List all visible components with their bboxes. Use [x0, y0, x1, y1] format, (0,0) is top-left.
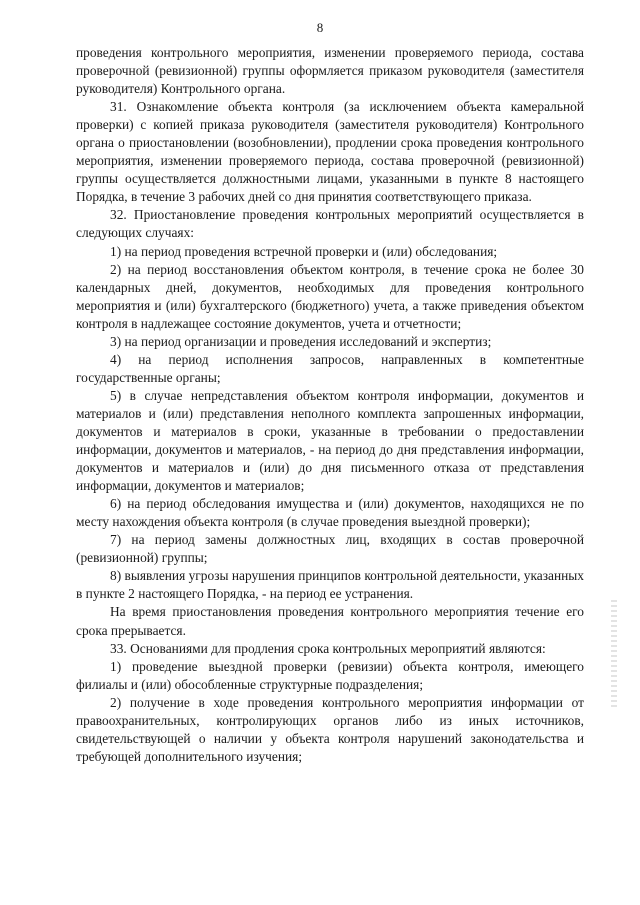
paragraph-32: 32. Приостановление проведения контрольных мероприятий осуществляется в следующих случаях:	[76, 207, 584, 241]
list-item-33-2: 2) получение в ходе проведения контрольного мероприятия информации от правоохранительных, контролирующих органов либо из иных источников, свидетельствующей о наличии у объекта контроля нарушений законодательства и требующей дополнительного изучения;	[76, 694, 584, 764]
list-item-32-7: 7) на период замены должностных лиц, входящих в состав проверочной (ревизионной) группы;	[76, 532, 584, 566]
list-item-33-1: 1) проведение выездной проверки (ревизии) объекта контроля, имеющего филиалы и (или) обособленные структурные подразделения;	[76, 658, 584, 692]
page-number: 8	[316, 20, 324, 35]
list-item-32-6: 6) на период обследования имущества и (или) документов, находящихся не по месту нахождения объекта контроля (в случае проведения выездной проверки);	[76, 496, 584, 530]
document-body	[76, 44, 584, 766]
list-item-32-3: 3) на период организации и проведения исследований и экспертиз;	[110, 333, 492, 349]
list-item-32-2: 2) на период восстановления объектом контроля, в течение срока не более 30 календарных дней, документов, необходимых для проведения контрольного мероприятия и (или) бухгалтерского (бюджетного) учета, а также приведения объектом контроля в надлежащее состояние документов, учета и отчетности;	[76, 261, 584, 331]
paragraph-31: 31. Ознакомление объекта контроля (за исключением объекта камеральной проверки) с копией приказа руководителя (заместителя руководителя) Контрольного органа о приостановлении (возобновлении), продлении срока проведения контрольного мероприятия, изменении проверяемого периода, состава проверочной (ревизионной) группы осуществляется должностными лицами, указанными в пункте 8 настоящего Порядка, в течение 3 рабочих дней со дня принятия соответствующего приказа.	[76, 99, 584, 205]
paragraph-suspension-note: На время приостановления проведения контрольного мероприятия течение его срока прерывается.	[76, 604, 584, 638]
scan-margin-mark	[611, 600, 617, 710]
paragraph-continuation: проведения контрольного мероприятия, изменении проверяемого периода, состава проверочной (ревизионной) группы оформляется приказом руководителя (заместителя руководителя) Контрольного органа.	[76, 45, 584, 97]
list-item-32-4: 4) на период исполнения запросов, направленных в компетентные государственные органы;	[76, 351, 584, 385]
list-item-32-1: 1) на период проведения встречной проверки и (или) обследования;	[110, 243, 498, 259]
list-item-32-8: 8) выявления угрозы нарушения принципов контрольной деятельности, указанных в пункте 2 настоящего Порядка, - на период ее устранения.	[76, 568, 584, 602]
paragraph-33: 33. Основаниями для продления срока контрольных мероприятий являются:	[110, 640, 546, 656]
list-item-32-5: 5) в случае непредставления объектом контроля информации, документов и материалов и (или) представления неполного комплекта запрошенных информации, документов и материалов в сроки, указанные в требовании о предоставлении информации, документов и материалов, - на период до дня представления информации, документов и материалов и (или) до дня письменного отказа от представления информации, документов и материалов;	[76, 387, 584, 494]
